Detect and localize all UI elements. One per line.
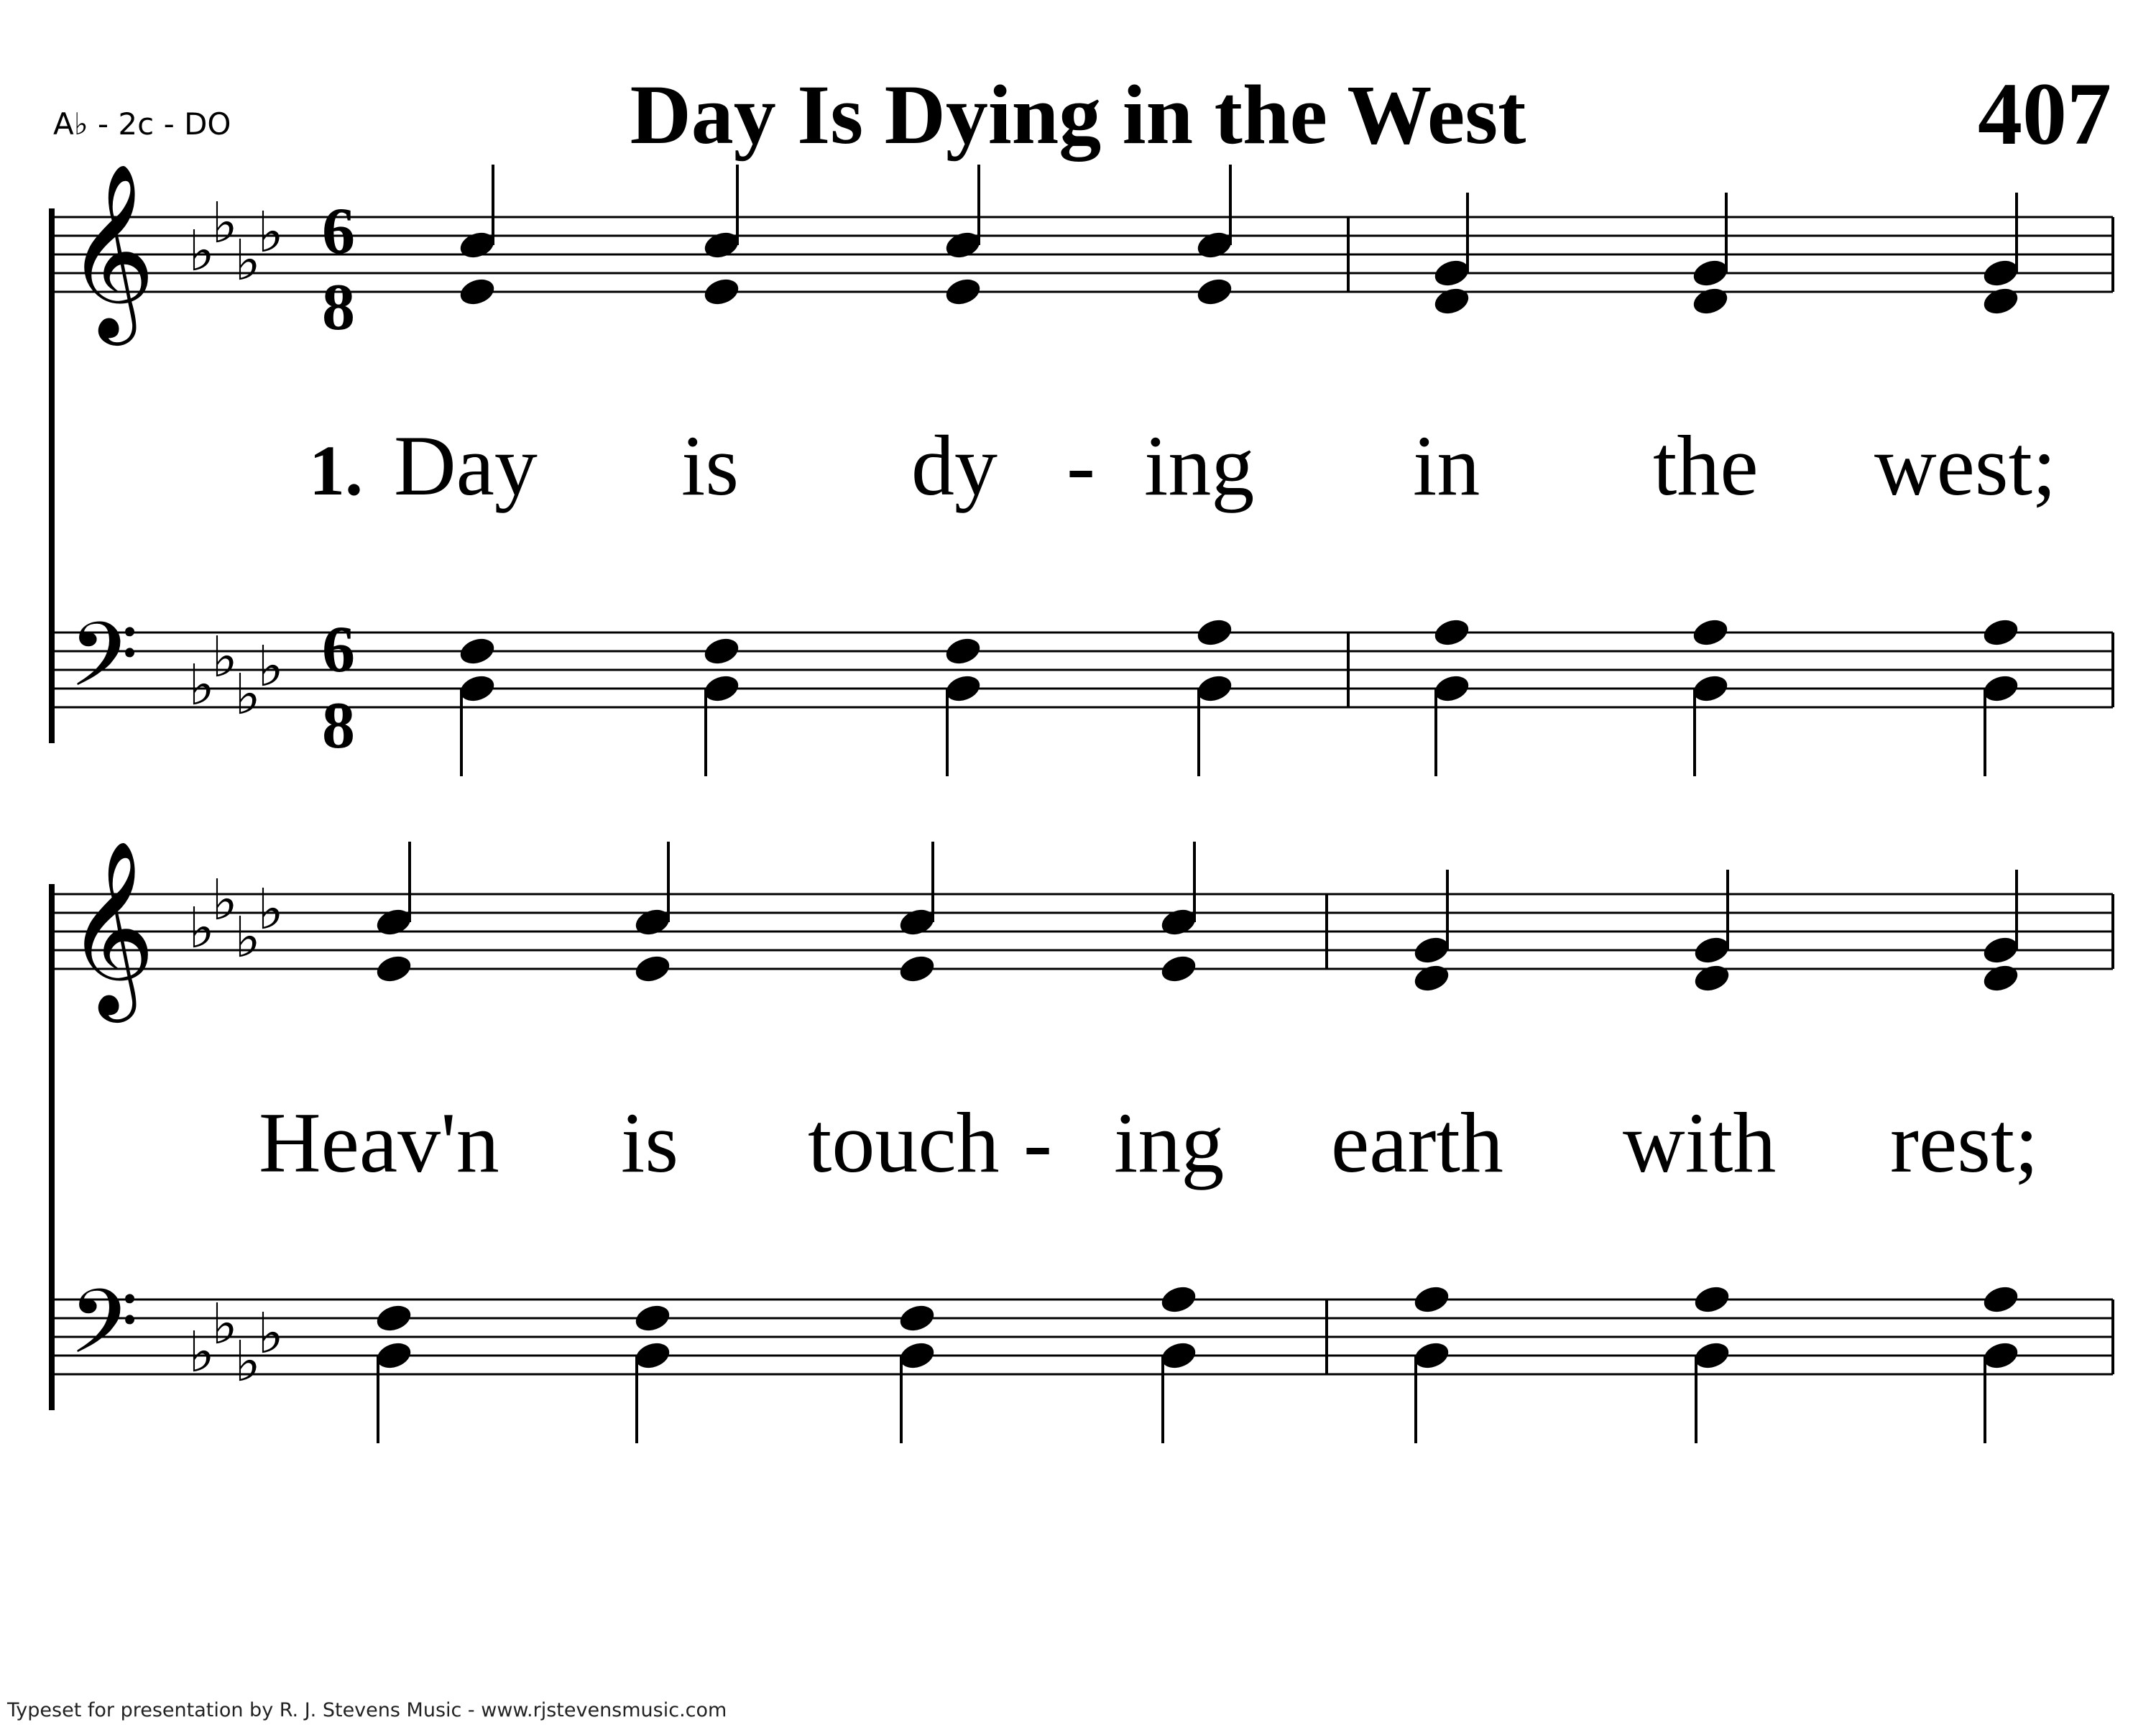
lyric-syllable: Heav'n: [259, 1095, 499, 1190]
bass-clef-icon: 𝄢: [69, 604, 139, 729]
flat-icon: ♭: [257, 1302, 284, 1366]
hymn-number: 407: [1978, 65, 2111, 163]
flat-icon: ♭: [234, 906, 261, 970]
flat-icon: ♭: [211, 191, 238, 256]
flat-icon: ♭: [188, 653, 215, 718]
flat-icon: ♭: [234, 663, 261, 727]
note-head: [632, 952, 673, 985]
time-signature-treble: [322, 194, 355, 344]
hymn-title: Day Is Dying in the West: [630, 68, 1526, 162]
note-head: [943, 635, 983, 668]
note-head: [1158, 906, 1199, 939]
note-head: [1690, 257, 1731, 290]
key-info: A♭ - 2c - DO: [53, 106, 231, 142]
lyric-syllable: Day: [394, 418, 538, 513]
note-head: [632, 1302, 673, 1335]
note-head: [1194, 672, 1235, 705]
note-head: [1690, 672, 1731, 705]
note-head: [1692, 1283, 1732, 1316]
note-head: [1158, 1283, 1199, 1316]
lyric-syllable: the: [1653, 418, 1759, 513]
flat-icon: ♭: [257, 201, 284, 265]
lyric-hyphen: -: [1067, 418, 1095, 513]
bass-clef-icon: 𝄢: [69, 1271, 139, 1396]
note-head: [457, 275, 497, 308]
flat-icon: ♭: [257, 878, 284, 942]
note-head: [897, 952, 937, 985]
note-head: [457, 635, 497, 668]
lyric-line-1: [309, 418, 2056, 513]
flat-icon: ♭: [211, 625, 238, 690]
note-head: [374, 952, 414, 985]
lyric-syllable: rest;: [1890, 1095, 2039, 1190]
note-head: [632, 1339, 673, 1372]
flat-icon: ♭: [211, 868, 238, 933]
note-head: [1411, 1339, 1452, 1372]
lyric-syllable: ing: [1114, 1095, 1225, 1190]
note-head: [1981, 257, 2021, 290]
note-head: [1981, 1339, 2021, 1372]
note-head: [1158, 1339, 1199, 1372]
time-signature-bass: [322, 612, 355, 762]
note-head: [1690, 285, 1731, 318]
lyric-syllable: in: [1413, 418, 1480, 513]
note-head: [1690, 616, 1731, 649]
note-head: [374, 1339, 414, 1372]
note-head: [1432, 672, 1472, 705]
lyric-syllable: earth: [1331, 1095, 1503, 1190]
note-head: [897, 1339, 937, 1372]
lyric-syllable: is: [621, 1095, 679, 1190]
treble-clef-icon: 𝄞: [66, 162, 156, 338]
lyric-syllable: west;: [1874, 418, 2057, 513]
note-head: [1981, 616, 2021, 649]
note-head: [1981, 1283, 2021, 1316]
note-head: [632, 906, 673, 939]
note-head: [374, 906, 414, 939]
flat-icon: ♭: [211, 1292, 238, 1357]
note-head: [897, 906, 937, 939]
time-signature-bottom: 8: [322, 270, 355, 344]
verse-number: 1.: [309, 431, 363, 510]
note-head: [1194, 229, 1235, 262]
lyric-syllable: with: [1623, 1095, 1777, 1190]
note-head: [943, 672, 983, 705]
note-head: [1692, 962, 1732, 995]
lyric-syllable: touch: [808, 1095, 1000, 1190]
flat-icon: ♭: [188, 1320, 215, 1385]
flat-icon: ♭: [188, 896, 215, 961]
note-head: [701, 672, 742, 705]
note-head: [1981, 672, 2021, 705]
treble-clef-icon: 𝄞: [66, 839, 156, 1015]
lyric-syllable: ing: [1144, 418, 1255, 513]
note-head: [1432, 616, 1472, 649]
note-head: [701, 229, 742, 262]
note-head: [1432, 257, 1472, 290]
flat-icon: ♭: [257, 635, 284, 699]
systems: [52, 162, 2113, 1443]
note-head: [457, 229, 497, 262]
note-head: [1981, 934, 2021, 967]
note-head: [1692, 1339, 1732, 1372]
note-head: [1158, 952, 1199, 985]
note-head: [1411, 962, 1452, 995]
note-head: [897, 1302, 937, 1335]
note-head: [701, 275, 742, 308]
note-head: [943, 229, 983, 262]
time-signature-top: 6: [322, 612, 355, 686]
flat-icon: ♭: [234, 229, 261, 293]
note-head: [1411, 1283, 1452, 1316]
note-head: [1194, 616, 1235, 649]
time-signature-bottom: 8: [322, 689, 355, 762]
note-head: [457, 672, 497, 705]
note-head: [1194, 275, 1235, 308]
lyric-hyphen: -: [1023, 1095, 1052, 1190]
time-signature-top: 6: [322, 194, 355, 267]
lyric-syllable: dy: [911, 418, 998, 513]
note-head: [701, 635, 742, 668]
note-head: [374, 1302, 414, 1335]
note-head: [1411, 934, 1452, 967]
flat-icon: ♭: [188, 219, 215, 284]
lyric-line-2: [259, 1095, 2039, 1190]
note-head: [1692, 934, 1732, 967]
note-head: [1981, 962, 2021, 995]
flat-icon: ♭: [234, 1330, 261, 1394]
lyric-syllable: is: [681, 418, 740, 513]
footer-credit: Typeset for presentation by R. J. Stevens Music - www.rjstevensmusic.com: [7, 1699, 727, 1721]
note-head: [943, 275, 983, 308]
note-head: [1432, 285, 1472, 318]
note-head: [1981, 285, 2021, 318]
